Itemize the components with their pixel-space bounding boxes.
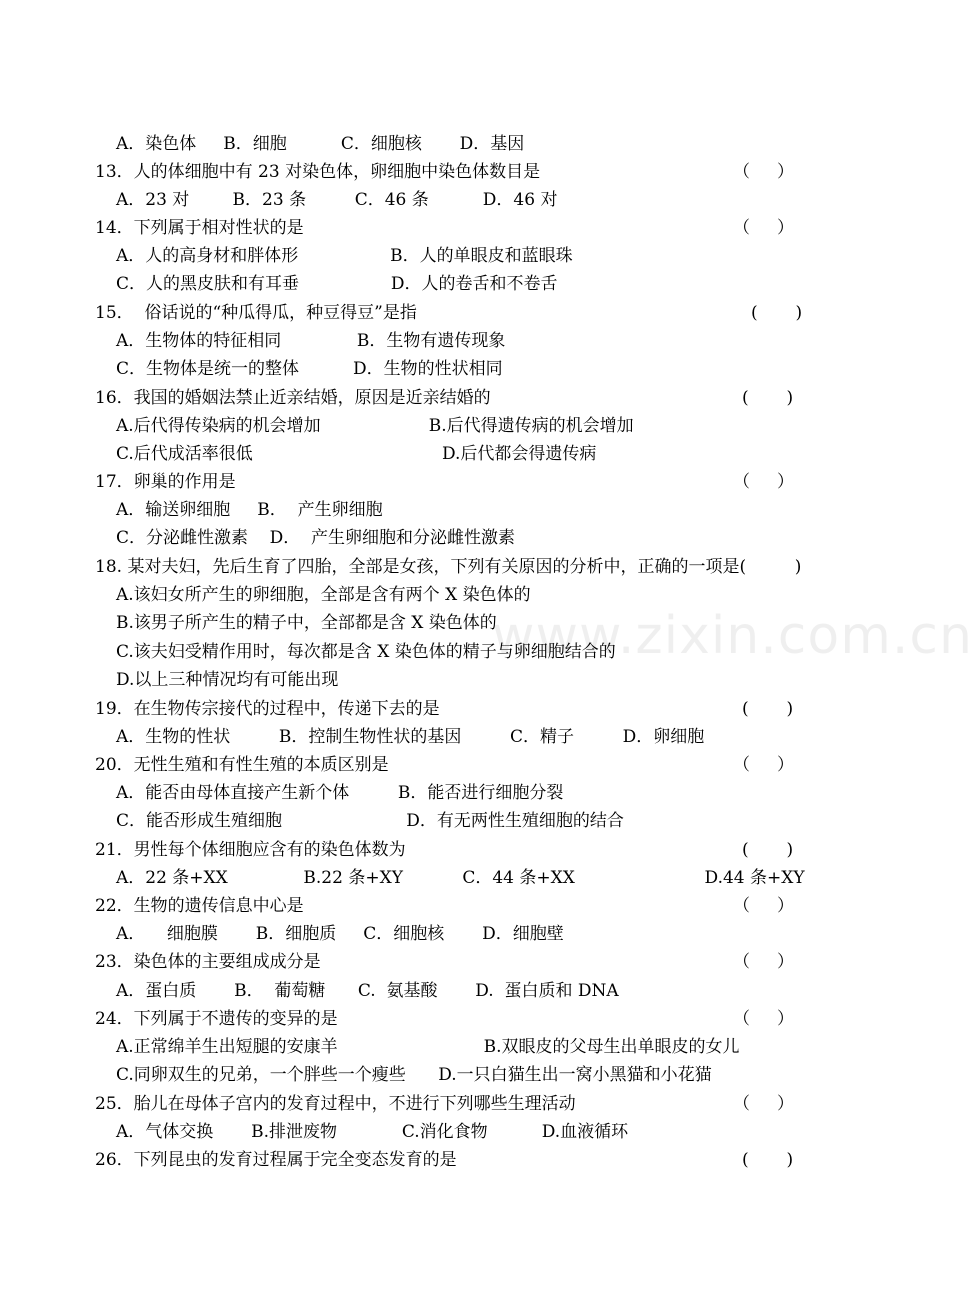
question-text: 25．胎儿在母体子宫内的发育过程中，不进行下列哪些生理活动 xyxy=(95,1094,576,1114)
answer-options: A．22 条+XX B.22 条+XY C．44 条+XX D.44 条+XY xyxy=(116,868,805,888)
question-text: 26．下列昆虫的发育过程属于完全变态发育的是 xyxy=(95,1150,457,1170)
answer-blank: （ ） xyxy=(733,1009,795,1029)
question-text: 17．卵巢的作用是 xyxy=(95,472,236,492)
answer-blank: ( ) xyxy=(751,303,803,323)
watermark: www.zixin.com.cn xyxy=(492,606,973,666)
question-text: 15． 俗话说的“种瓜得瓜，种豆得豆”是指 xyxy=(95,303,417,323)
question-text: 18. 某对夫妇，先后生育了四胎，全部是女孩，下列有关原因的分析中，正确的一项是( ) xyxy=(95,557,802,577)
answer-options: C．分泌雌性激素 D． 产生卵细胞和分泌雌性激素 xyxy=(116,528,516,548)
question-text: 21．男性每个体细胞应含有的染色体数为 xyxy=(95,840,406,860)
answer-options: C.该夫妇受精作用时，每次都是含 X 染色体的精子与卵细胞结合的 xyxy=(116,642,616,662)
answer-blank: （ ） xyxy=(733,1094,795,1114)
answer-options: A．蛋白质 B． 葡萄糖 C. 氨基酸 D. 蛋白质和 DNA xyxy=(116,981,619,1001)
answer-options: A．生物体的特征相同 B．生物有遗传现象 xyxy=(116,331,506,351)
answer-options: B.该男子所产生的精子中，全部都是含 X 染色体的 xyxy=(116,613,497,633)
question-text: 13．人的体细胞中有 23 对染色体，卵细胞中染色体数目是 xyxy=(95,162,541,182)
question-text: 16．我国的婚姻法禁止近亲结婚，原因是近亲结婚的 xyxy=(95,388,491,408)
answer-blank: （ ） xyxy=(733,218,795,238)
answer-blank: ( ) xyxy=(742,1150,794,1170)
answer-blank: （ ） xyxy=(733,896,795,916)
answer-blank: ( ) xyxy=(742,840,794,860)
answer-blank: （ ） xyxy=(733,952,795,972)
question-text: 14．下列属于相对性状的是 xyxy=(95,218,304,238)
answer-options: C．人的黑皮肤和有耳垂 D．人的卷舌和不卷舌 xyxy=(116,274,558,294)
answer-options: A.正常绵羊生出短腿的安康羊 B.双眼皮的父母生出单眼皮的女儿 xyxy=(116,1037,740,1057)
answer-options: A．染色体 B．细胞 C．细胞核 D．基因 xyxy=(116,134,525,154)
answer-options: D.以上三种情况均有可能出现 xyxy=(116,670,339,690)
answer-blank: （ ） xyxy=(733,162,795,182)
question-text: 19．在生物传宗接代的过程中，传递下去的是 xyxy=(95,699,440,719)
answer-options: C.后代成活率很低 D.后代都会得遗传病 xyxy=(116,444,597,464)
answer-options: A.后代得传染病的机会增加 B.后代得遗传病的机会增加 xyxy=(116,416,634,436)
answer-options: A．能否由母体直接产生新个体 B．能否进行细胞分裂 xyxy=(116,783,564,803)
answer-options: C．能否形成生殖细胞 D．有无两性生殖细胞的结合 xyxy=(116,811,624,831)
question-text: 23．染色体的主要组成成分是 xyxy=(95,952,321,972)
answer-options: A．生物的性状 B．控制生物性状的基因 C．精子 D．卵细胞 xyxy=(116,727,705,747)
answer-options: A．气体交换 B.排泄废物 C.消化食物 D.血液循环 xyxy=(116,1122,629,1142)
answer-options: A．输送卵细胞 B． 产生卵细胞 xyxy=(116,500,383,520)
answer-options: A．23 对 B．23 条 C．46 条 D．46 对 xyxy=(116,190,558,210)
answer-options: A． 细胞膜 B．细胞质 C．细胞核 D．细胞壁 xyxy=(116,924,564,944)
question-text: 22．生物的遗传信息中心是 xyxy=(95,896,304,916)
answer-blank: （ ） xyxy=(733,472,795,492)
answer-blank: ( ) xyxy=(742,699,794,719)
answer-options: A．人的高身材和胖体形 B．人的单眼皮和蓝眼珠 xyxy=(116,246,573,266)
answer-blank: ( ) xyxy=(742,388,794,408)
answer-options: A.该妇女所产生的卵细胞，全部是含有两个 X 染色体的 xyxy=(116,585,531,605)
answer-options: C．生物体是统一的整体 D．生物的性状相同 xyxy=(116,359,503,379)
answer-options: C.同卵双生的兄弟，一个胖些一个瘦些 D.一只白猫生出一窝小黑猫和小花猫 xyxy=(116,1065,712,1085)
question-text: 24．下列属于不遗传的变异的是 xyxy=(95,1009,338,1029)
answer-blank: （ ） xyxy=(733,755,795,775)
question-text: 20．无性生殖和有性生殖的本质区别是 xyxy=(95,755,389,775)
